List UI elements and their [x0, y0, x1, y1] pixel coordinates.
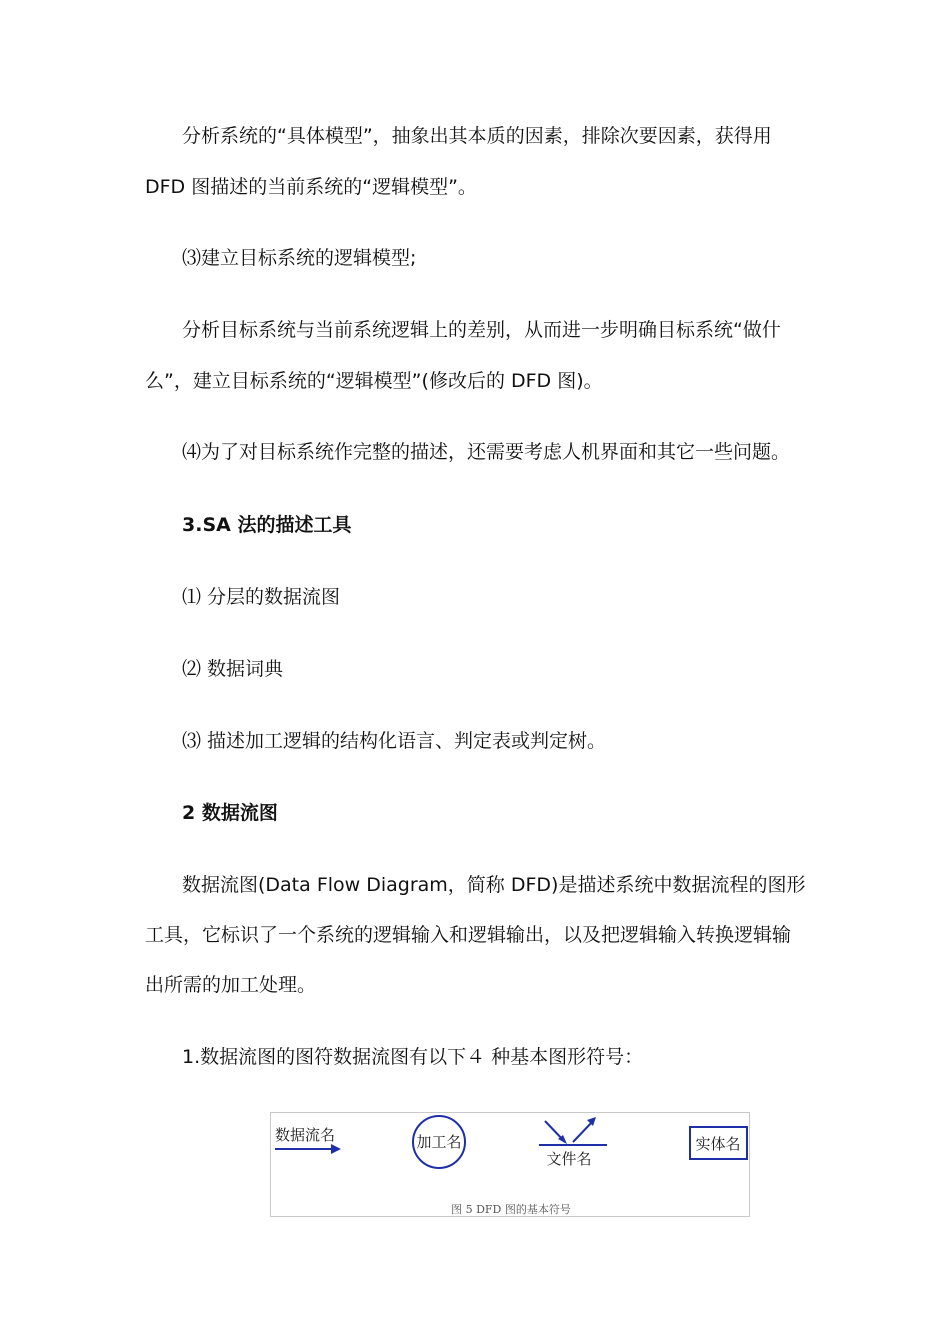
section-heading: 3.SA 法的描述工具: [182, 514, 352, 536]
paragraph-line: ⑷为了对目标系统作完整的描述，还需要考虑人机界面和其它一些问题。: [182, 441, 791, 463]
dfd-symbols-svg: [271, 1113, 751, 1218]
paragraph-line: 分析目标系统与当前系统逻辑上的差别，从而进一步明确目标系统“做什: [182, 319, 781, 341]
paragraph-line: ⑶建立目标系统的逻辑模型;: [182, 247, 417, 269]
paragraph-line: 工具，它标识了一个系统的逻辑输入和逻辑输出，以及把逻辑输入转换逻辑输: [145, 924, 792, 946]
section-heading: 2 数据流图: [182, 802, 278, 824]
paragraph-line: DFD 图描述的当前系统的“逻辑模型”。: [145, 176, 477, 198]
list-item: ⑴ 分层的数据流图: [182, 586, 341, 608]
file-label: 文件名: [546, 1150, 592, 1168]
entity-label: 实体名: [695, 1135, 741, 1153]
file-arrow-out: [573, 1121, 593, 1142]
paragraph-line: 1.数据流图的图符数据流图有以下４ 种基本图形符号：: [182, 1046, 644, 1068]
paragraph-line: 么”，建立目标系统的“逻辑模型”(修改后的 DFD 图)。: [145, 370, 603, 392]
list-item: ⑵ 数据词典: [182, 658, 284, 680]
process-label: 加工名: [416, 1133, 462, 1151]
dataflow-label: 数据流名: [275, 1126, 336, 1144]
dataflow-arrow-head: [331, 1144, 341, 1154]
paragraph-line: 分析系统的“具体模型”，抽象出其本质的因素，排除次要因素，获得用: [182, 125, 772, 147]
dfd-symbols-figure: [270, 1112, 750, 1217]
paragraph-line: 数据流图(Data Flow Diagram，简称 DFD)是描述系统中数据流程的图形: [182, 874, 806, 896]
paragraph-line: 出所需的加工处理。: [145, 974, 317, 996]
figure-caption: 图 5 DFD 图的基本符号: [451, 1203, 571, 1216]
list-item: ⑶ 描述加工逻辑的结构化语言、判定表或判定树。: [182, 730, 607, 752]
